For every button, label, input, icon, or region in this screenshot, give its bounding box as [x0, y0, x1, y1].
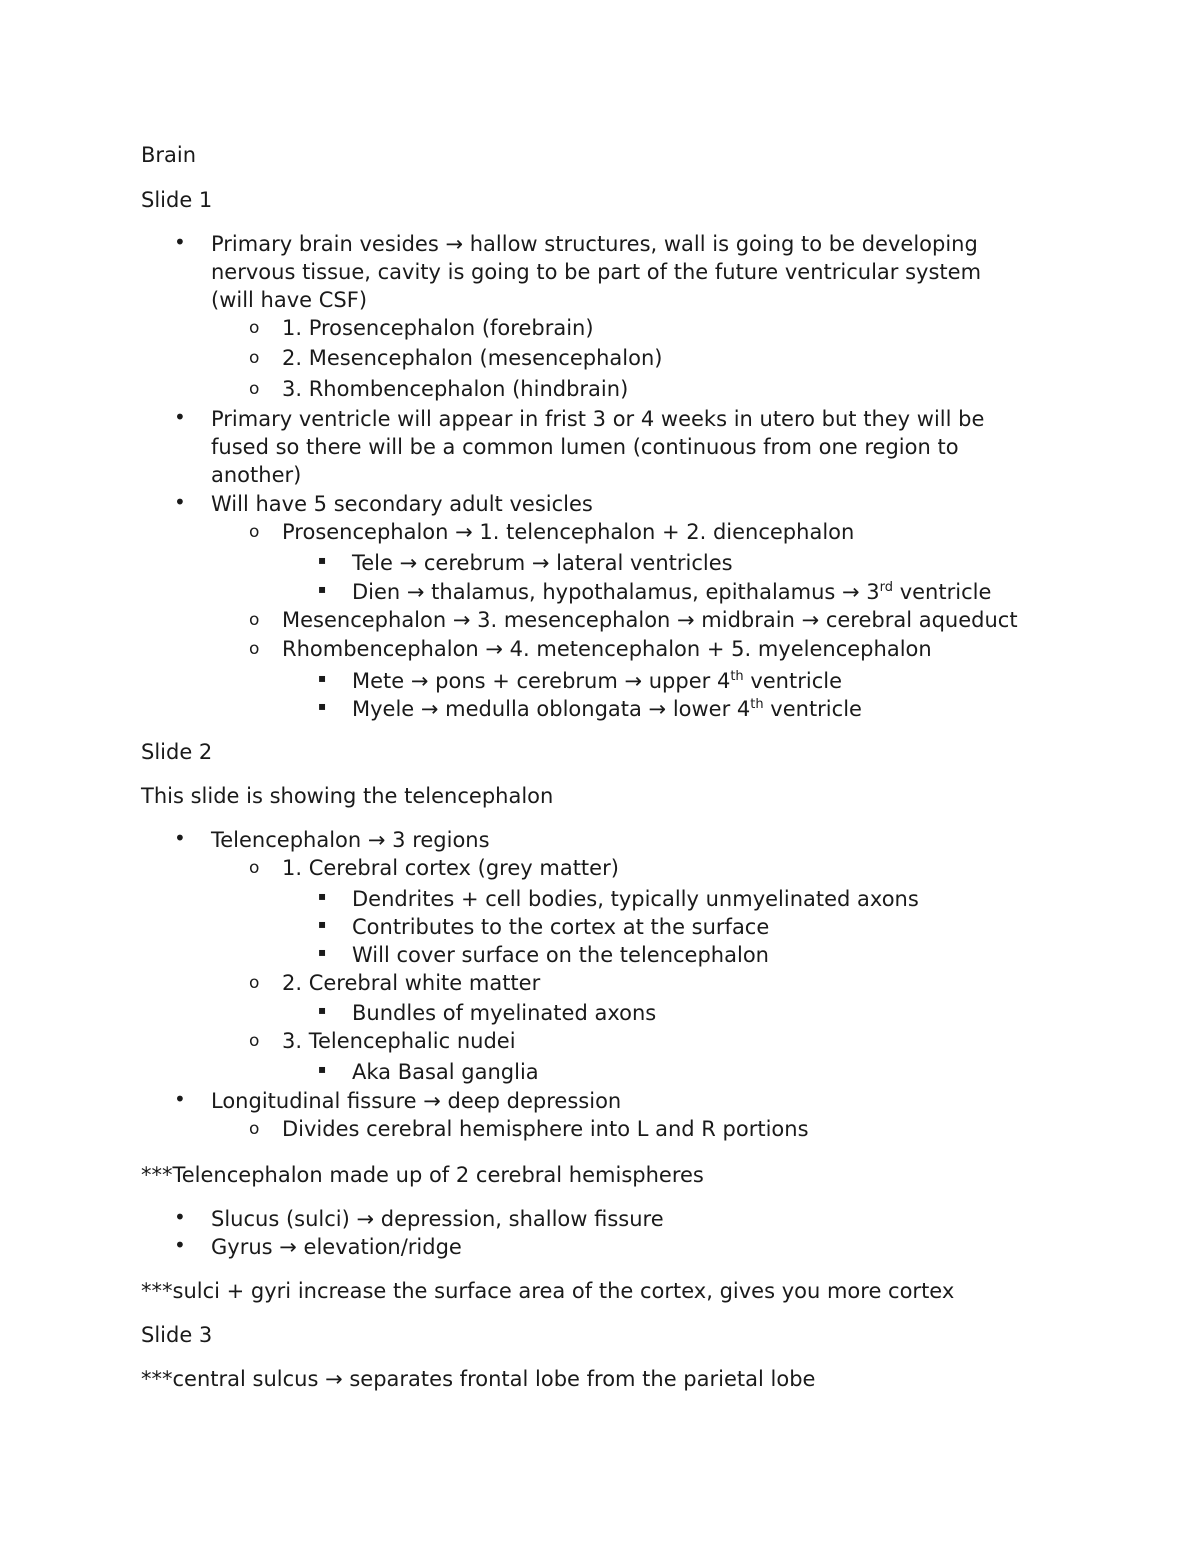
list-item-continued: another) — [211, 463, 302, 487]
bullet-icon: • — [174, 1087, 186, 1111]
note: ***central sulcus → separates frontal lobe from the parietal lobe — [141, 1367, 816, 1391]
slide-1-heading: Slide 1 — [141, 188, 213, 212]
list-item: Mesencephalon → 3. mesencephalon → midbrain → cerebral aqueduct — [282, 608, 1018, 632]
superscript: th — [750, 697, 764, 712]
text: Myele → medulla oblongata → lower 4 — [352, 697, 751, 721]
bullet-o-icon: o — [249, 522, 260, 542]
document-title: Brain — [141, 143, 197, 167]
list-item: 3. Telencephalic nudei — [282, 1029, 516, 1053]
list-item-continued: (will have CSF) — [211, 288, 368, 312]
list-item — [352, 578, 991, 606]
bullet-square-icon: ▪ — [318, 582, 327, 596]
bullet-square-icon: ▪ — [318, 889, 327, 903]
list-item: 2. Cerebral white matter — [282, 971, 541, 995]
bullet-square-icon: ▪ — [318, 699, 327, 713]
list-item: Rhombencephalon → 4. metencephalon + 5. myelencephalon — [282, 637, 932, 661]
note: ***sulci + gyri increase the surface area of the cortex, gives you more cortex — [141, 1279, 955, 1303]
bullet-square-icon: ▪ — [318, 945, 327, 959]
text: ventricle — [893, 580, 992, 604]
bullet-icon: • — [174, 230, 186, 254]
list-item: Aka Basal ganglia — [352, 1060, 539, 1084]
list-item: Primary brain vesides → hallow structures, wall is going to be developing — [211, 232, 978, 256]
slide-3-heading: Slide 3 — [141, 1323, 213, 1347]
bullet-o-icon: o — [249, 973, 260, 993]
bullet-square-icon: ▪ — [318, 671, 327, 685]
list-item: 2. Mesencephalon (mesencephalon) — [282, 346, 663, 370]
list-item — [352, 695, 862, 723]
note: ***Telencephalon made up of 2 cerebral hemispheres — [141, 1163, 704, 1187]
bullet-o-icon: o — [249, 639, 260, 659]
list-item: Divides cerebral hemisphere into L and R portions — [282, 1117, 809, 1141]
bullet-square-icon: ▪ — [318, 1062, 327, 1076]
bullet-icon: • — [174, 490, 186, 514]
bullet-icon: • — [174, 405, 186, 429]
list-item: Tele → cerebrum → lateral ventricles — [352, 551, 733, 575]
list-item: Dendrites + cell bodies, typically unmyelinated axons — [352, 887, 919, 911]
list-item: Slucus (sulci) → depression, shallow fissure — [211, 1207, 664, 1231]
bullet-o-icon: o — [249, 858, 260, 878]
text: ventricle — [763, 697, 862, 721]
superscript: rd — [879, 580, 894, 595]
list-item: Bundles of myelinated axons — [352, 1001, 657, 1025]
list-item: Longitudinal fissure → deep depression — [211, 1089, 622, 1113]
superscript: th — [730, 669, 744, 684]
text: Mete → pons + cerebrum → upper 4 — [352, 669, 731, 693]
text: ventricle — [743, 669, 842, 693]
list-item-continued: nervous tissue, cavity is going to be part of the future ventricular system — [211, 260, 982, 284]
list-item: 1. Prosencephalon (forebrain) — [282, 316, 594, 340]
paragraph: This slide is showing the telencephalon — [141, 784, 554, 808]
text: Dien → thalamus, hypothalamus, epithalamus → 3 — [352, 580, 880, 604]
list-item: Contributes to the cortex at the surface — [352, 915, 770, 939]
bullet-icon: • — [174, 1233, 186, 1257]
bullet-icon: • — [174, 1205, 186, 1229]
list-item — [352, 667, 842, 695]
list-item: Prosencephalon → 1. telencephalon + 2. diencephalon — [282, 520, 855, 544]
bullet-square-icon: ▪ — [318, 1003, 327, 1017]
list-item: Gyrus → elevation/ridge — [211, 1235, 462, 1259]
bullet-o-icon: o — [249, 610, 260, 630]
list-item-continued: fused so there will be a common lumen (continuous from one region to — [211, 435, 959, 459]
bullet-o-icon: o — [249, 1119, 260, 1139]
bullet-o-icon: o — [249, 1031, 260, 1051]
bullet-square-icon: ▪ — [318, 917, 327, 931]
list-item: Telencephalon → 3 regions — [211, 828, 490, 852]
list-item: 3. Rhombencephalon (hindbrain) — [282, 377, 629, 401]
bullet-o-icon: o — [249, 348, 260, 368]
list-item: Will have 5 secondary adult vesicles — [211, 492, 593, 516]
bullet-o-icon: o — [249, 318, 260, 338]
slide-2-heading: Slide 2 — [141, 740, 213, 764]
bullet-square-icon: ▪ — [318, 553, 327, 567]
bullet-o-icon: o — [249, 379, 260, 399]
list-item: 1. Cerebral cortex (grey matter) — [282, 856, 619, 880]
list-item: Will cover surface on the telencephalon — [352, 943, 769, 967]
list-item: Primary ventricle will appear in frist 3 or 4 weeks in utero but they will be — [211, 407, 985, 431]
bullet-icon: • — [174, 826, 186, 850]
